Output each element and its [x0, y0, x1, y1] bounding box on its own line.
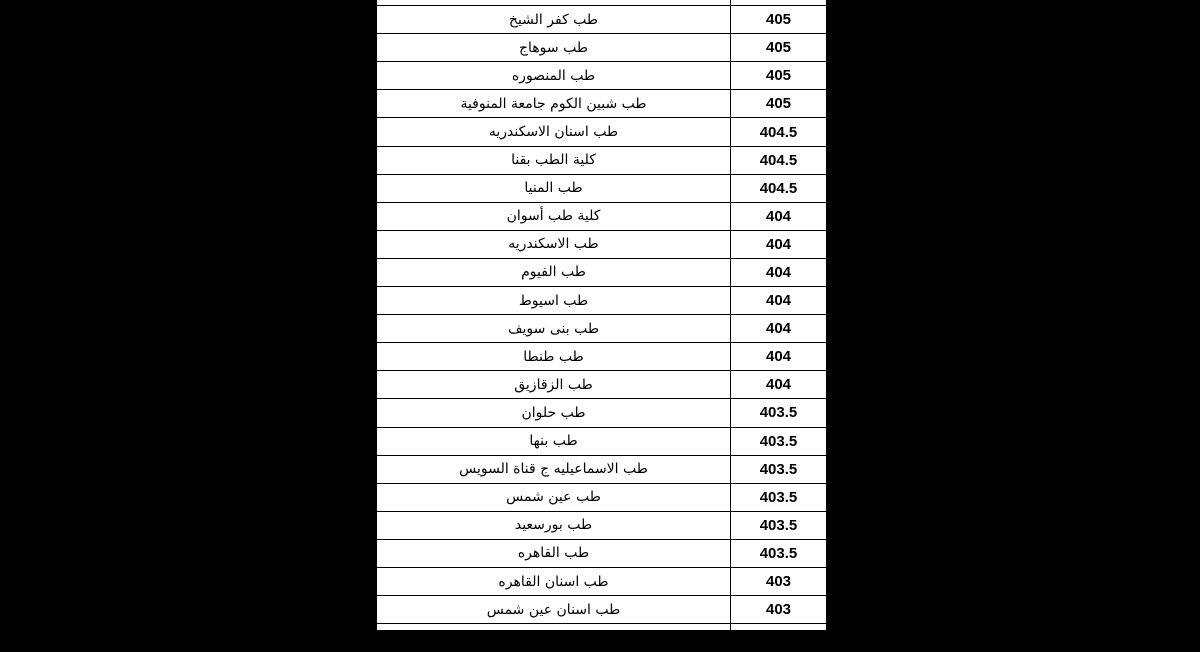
- score-cell: 403.5: [731, 399, 827, 427]
- table-row: [377, 146, 827, 174]
- score-cell: 403.5: [731, 427, 827, 455]
- faculty-name-cell: طب كفر الشيخ: [377, 6, 731, 34]
- faculty-name-cell: طب بنى سويف: [377, 315, 731, 343]
- table-row: [377, 90, 827, 118]
- document-page: [376, 0, 826, 647]
- table-row: [377, 511, 827, 539]
- score-cell: 403.5: [731, 483, 827, 511]
- table-row: [377, 258, 827, 286]
- table-row: [377, 427, 827, 455]
- faculty-name-cell: طب اسنان القاهره: [377, 567, 731, 595]
- faculty-name-cell: طب القاهره: [377, 539, 731, 567]
- table-row: [377, 34, 827, 62]
- score-cell: 403: [731, 596, 827, 624]
- faculty-name-cell: طب بورسعيد: [377, 511, 731, 539]
- table-row: [377, 202, 827, 230]
- score-cell: 403.5: [731, 511, 827, 539]
- faculty-name-cell: طب طنطا: [377, 343, 731, 371]
- table-row: [377, 371, 827, 399]
- table-row: [377, 567, 827, 595]
- table-body: [377, 0, 827, 652]
- faculty-name-cell: طب عين شمس: [377, 483, 731, 511]
- table-row: [377, 118, 827, 146]
- table-row: [377, 483, 827, 511]
- table-row: [377, 343, 827, 371]
- faculty-name-cell: طب المنصوره: [377, 62, 731, 90]
- score-cell: 404.5: [731, 146, 827, 174]
- table-row: [377, 287, 827, 315]
- score-cell: 403: [731, 624, 827, 652]
- score-cell: 404: [731, 202, 827, 230]
- score-cell: 404: [731, 343, 827, 371]
- table-row: [377, 539, 827, 567]
- faculty-name-cell: طب اسيوط: [377, 287, 731, 315]
- faculty-name-cell: طب سوهاج: [377, 34, 731, 62]
- score-cell: 405: [731, 6, 827, 34]
- faculty-name-cell: طب الزقازيق: [377, 371, 731, 399]
- table-row: [377, 399, 827, 427]
- score-cell: 404.5: [731, 174, 827, 202]
- faculty-name-cell: طب المنيا: [377, 174, 731, 202]
- table-row: [377, 174, 827, 202]
- table-row: [377, 230, 827, 258]
- score-cell: 404: [731, 230, 827, 258]
- faculty-name-cell: طب الاسماعيليه ج قناة السويس: [377, 455, 731, 483]
- faculty-name-cell: طب بنها: [377, 427, 731, 455]
- score-cell: 404: [731, 258, 827, 286]
- table-row: [377, 455, 827, 483]
- faculty-name-cell: [377, 624, 731, 652]
- score-cell: 403.5: [731, 455, 827, 483]
- table-row: [377, 315, 827, 343]
- table-row: [377, 62, 827, 90]
- table-row: [377, 596, 827, 624]
- score-cell: 405: [731, 90, 827, 118]
- score-cell: 404: [731, 287, 827, 315]
- score-cell: 404: [731, 315, 827, 343]
- score-cell: 405: [731, 62, 827, 90]
- score-cell: 403: [731, 567, 827, 595]
- faculty-name-cell: طب حلوان: [377, 399, 731, 427]
- faculty-name-cell: طب اسنان الاسكندريه: [377, 118, 731, 146]
- faculty-name-cell: كلية الطب بقنا: [377, 146, 731, 174]
- faculty-name-cell: طب اسنان عين شمس: [377, 596, 731, 624]
- faculty-name-cell: كلية طب أسوان: [377, 202, 731, 230]
- faculty-name-cell: طب الفيوم: [377, 258, 731, 286]
- faculty-name-cell: طب شبين الكوم جامعة المنوفية: [377, 90, 731, 118]
- scores-table: [376, 0, 827, 652]
- score-cell: 403.5: [731, 539, 827, 567]
- table-row: [377, 6, 827, 34]
- table-row: [377, 624, 827, 652]
- score-cell: 404: [731, 371, 827, 399]
- score-cell: 405: [731, 34, 827, 62]
- score-cell: 404.5: [731, 118, 827, 146]
- faculty-name-cell: طب الاسكندريه: [377, 230, 731, 258]
